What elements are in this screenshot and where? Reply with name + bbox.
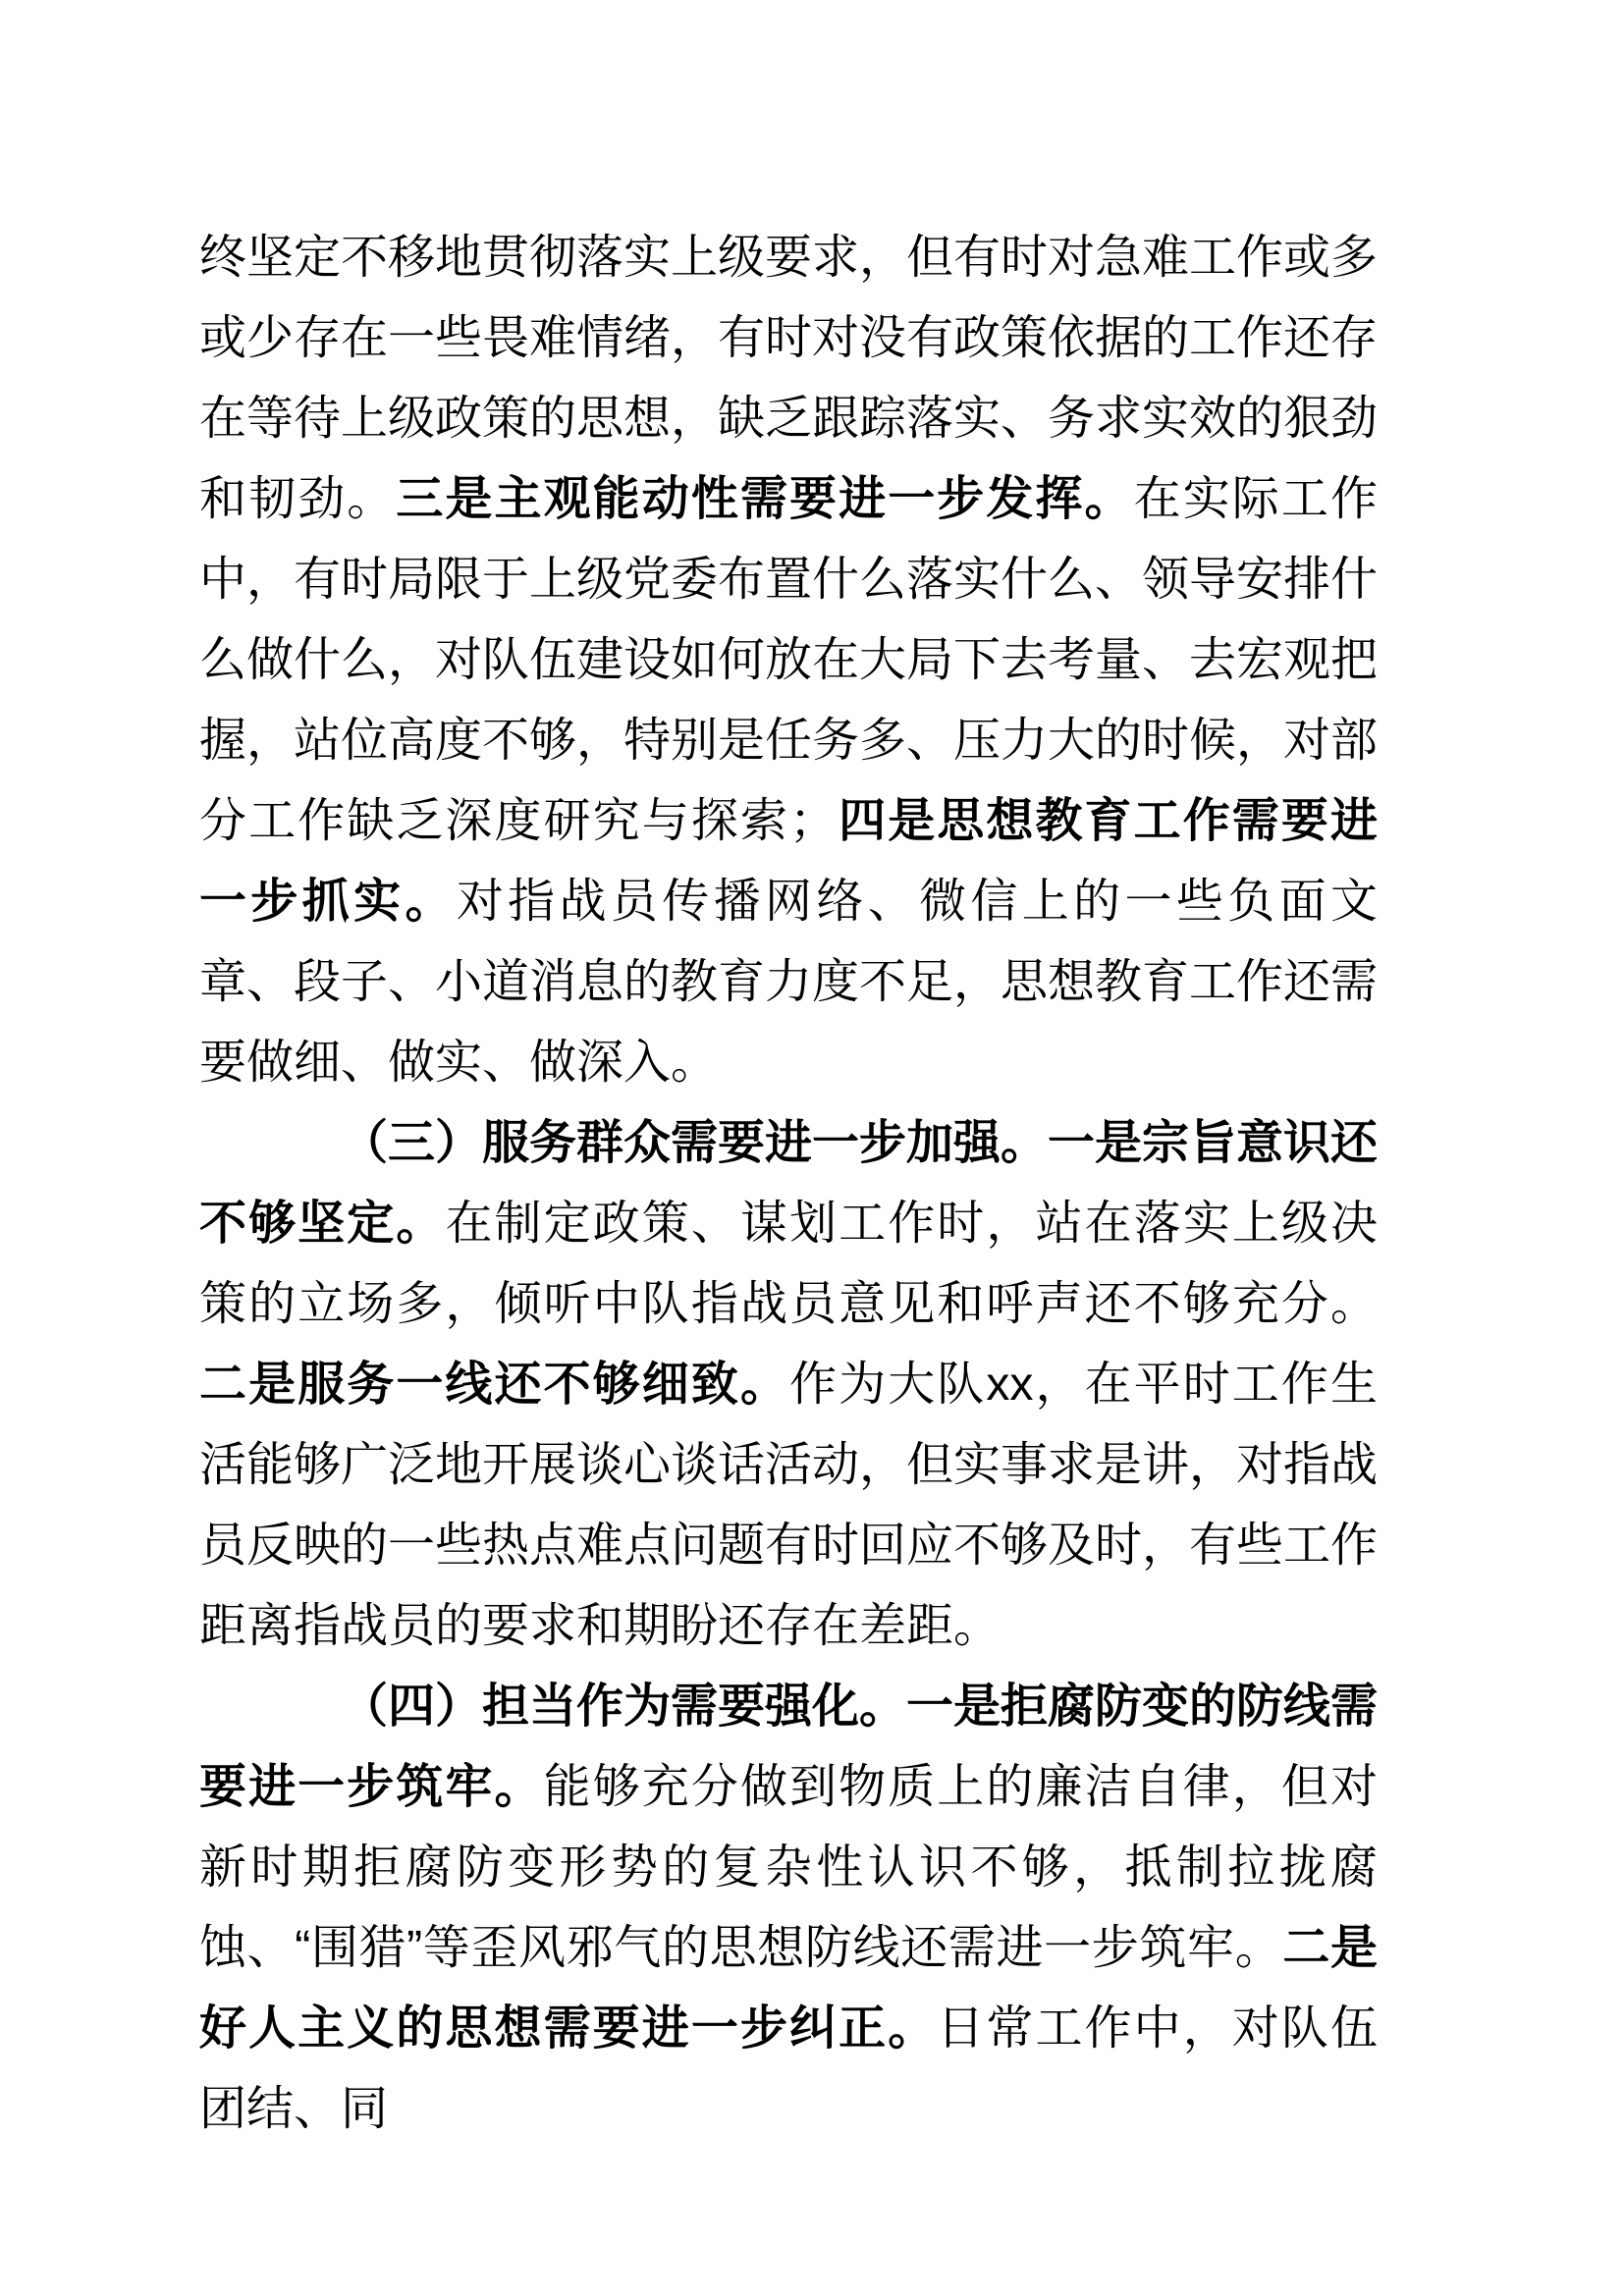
document-text-block	[199, 218, 1378, 2150]
text-run-bold: 二是服务一线还不够细致。	[199, 1359, 790, 1411]
text-run: 能够充分做到物质上的廉洁自律，但对新时期拒腐防变形势的复杂性认识不够，抵制拉拢腐蚀、“围猎”等歪风邪气的思想防线还需进一步筑牢。	[199, 1761, 1378, 1974]
text-run: 在制定政策、谋划工作时，站在落实上级决策的立场多，倾听中队指战员意见和呼声还不够充分。	[199, 1198, 1378, 1330]
text-run: 对指战员传播网络、微信上的一些负面文章、段子、小道消息的教育力度不足，思想教育工作还需要做细、做实、做深入。	[199, 876, 1379, 1089]
text-run: 日常工作中，对队伍团结、同	[199, 2002, 1378, 2135]
text-run-bold: （三）服务群众需要进一步加强。一是宗旨意识还不够坚定。	[199, 1117, 1379, 1250]
text-run-bold: 四是思想教育工作需要进一步抓实。	[199, 795, 1378, 928]
text-run: 在实际工作中，有时局限于上级党委布置什么落实什么、领导安排什么做什么，对队伍建设如何放在大局下去考量、去宏观把握，站位高度不够，特别是任务多、压力大的时候，对部分工作缺乏深度研究与探索；	[199, 473, 1379, 847]
paragraph	[199, 218, 1378, 1103]
text-run-bold: （四）担当作为需要强化。一是拒腐防变的防线需要进一步筑牢。	[199, 1681, 1379, 1813]
paragraph	[199, 1667, 1378, 2150]
text-run: 作为大队xx，在平时工作生活能够广泛地开展谈心谈话活动，但实事求是讲，对指战员反映的一些热点难点问题有时回应不够及时，有些工作距离指战员的要求和期盼还存在差距。	[199, 1359, 1379, 1652]
text-run: 终坚定不移地贯彻落实上级要求，但有时对急难工作或多或少存在一些畏难情绪，有时对没有政策依据的工作还存在等待上级政策的思想，缺乏跟踪落实、务求实效的狠劲和韧劲。	[199, 232, 1379, 525]
text-run-bold: 三是主观能动性需要进一步发挥。	[396, 473, 1134, 525]
text-run-bold: 二是好人主义的思想需要进一步纠正。	[199, 1922, 1378, 2055]
paragraph	[199, 1103, 1378, 1667]
